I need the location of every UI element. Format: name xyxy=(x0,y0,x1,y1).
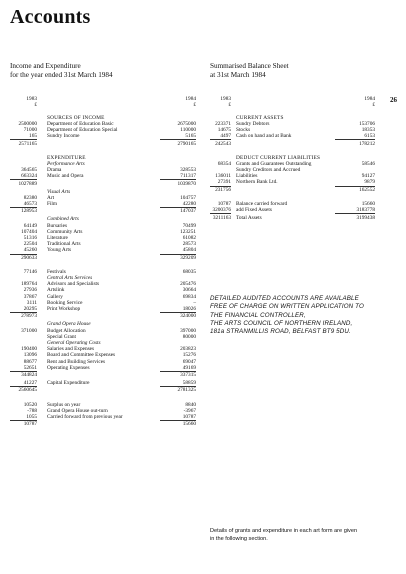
subsection-label: Combined Arts xyxy=(47,216,79,223)
prior-year-amount: 77146 xyxy=(23,268,37,275)
current-year-amount: 6153 xyxy=(364,133,375,140)
prior-year-amount: 46573 xyxy=(23,201,37,207)
total-row xyxy=(10,207,196,216)
subsection-label: Performance Arts xyxy=(47,160,85,167)
subsection-label: Central Arts Services xyxy=(47,275,93,282)
prior-year-amount: 88677 xyxy=(23,358,37,365)
current-year-amount: 329209 xyxy=(180,254,196,261)
prior-year-amount: 2500000 xyxy=(18,120,37,127)
prior-year-amount: 51316 xyxy=(23,234,37,241)
current-year-amount: 69834 xyxy=(182,293,196,300)
total-row xyxy=(10,386,196,395)
line-item-label: Sundry Creditors and Accrued xyxy=(236,167,301,174)
prev-currency-label: £ xyxy=(228,102,231,109)
current-year-amount: 61082 xyxy=(182,234,196,241)
current-year-amount: 153706 xyxy=(359,120,375,127)
current-year-amount: 69047 xyxy=(182,358,196,365)
current-year-amount: 324000 xyxy=(180,313,196,320)
prev-year-label: 1983 xyxy=(26,96,37,102)
current-year-amount: 15276 xyxy=(182,352,196,359)
line-item-label: Print Workshop xyxy=(47,306,81,312)
line-item-label: Festivals xyxy=(47,268,66,275)
prior-year-amount: 128953 xyxy=(21,208,37,215)
current-year-amount: 203823 xyxy=(180,346,196,353)
current-year-amount: 2781325 xyxy=(177,387,196,394)
line-item-label: Northern Bank Ltd. xyxy=(236,179,278,186)
total-row xyxy=(10,179,196,188)
prior-year-amount: 52651 xyxy=(23,364,37,371)
current-year-amount: 2790165 xyxy=(177,140,196,147)
line-item-label: Booking Service xyxy=(47,299,83,306)
prior-year-amount: 10520 xyxy=(23,401,37,408)
balance-heading-line-1: Summarised Balance Sheet xyxy=(210,62,289,70)
current-year-amount: 337315 xyxy=(180,372,196,379)
prior-year-amount: 278973 xyxy=(21,313,37,320)
prior-year-amount: 20295 xyxy=(23,306,37,312)
income-heading-line-2: for the year ended 31st March 1984 xyxy=(10,71,113,79)
line-item-label: Traditional Arts xyxy=(47,241,81,248)
current-year-amount: 58859 xyxy=(182,380,196,387)
notice-line: FREE OF CHARGE ON WRITTEN APPLICATION TO xyxy=(210,303,364,311)
current-year-amount: -3967 xyxy=(183,407,196,414)
prior-year-amount: 364565 xyxy=(21,167,37,174)
current-year-amount: 110000 xyxy=(180,126,196,133)
prior-year-amount: 371000 xyxy=(21,327,37,334)
subsection-label: General Operating Costs xyxy=(47,339,101,346)
total-row xyxy=(10,139,196,148)
balance-sheet-table xyxy=(210,96,375,223)
section-label: CURRENT ASSETS xyxy=(236,114,284,121)
balance-heading-line-2: at 31st March 1984 xyxy=(210,71,266,79)
current-year-amount: 3183778 xyxy=(356,207,375,214)
current-year-amount: 68035 xyxy=(182,268,196,275)
line-item-label: Gallery xyxy=(47,293,63,300)
line-item-label: Music and Opera xyxy=(47,173,84,180)
line-item-label: Literature xyxy=(47,234,68,241)
line-item-label: Department of Education Special xyxy=(47,126,118,133)
curr-currency-label: £ xyxy=(193,102,196,109)
prev-currency-label: £ xyxy=(34,102,37,109)
total-row xyxy=(10,312,196,321)
line-item-label: Stocks xyxy=(236,126,251,133)
line-item-label: Cash on hand and at Bank xyxy=(236,133,292,140)
current-year-amount: 18026 xyxy=(182,306,196,312)
income-rows xyxy=(10,115,196,430)
current-year-amount: 58546 xyxy=(361,160,375,167)
prior-year-amount: 107404 xyxy=(21,228,37,235)
total-row xyxy=(210,213,375,222)
current-year-amount: 9879 xyxy=(364,179,375,186)
prior-year-amount: 136011 xyxy=(215,173,231,180)
line-item-label: Film xyxy=(47,201,58,207)
line-item-label: Budget Allocation xyxy=(47,327,86,334)
notice-line: THE FINANCIAL CONTROLLER, xyxy=(210,311,306,319)
line-item-label: Community Arts xyxy=(47,228,83,235)
prior-year-amount: 27936 xyxy=(23,287,37,294)
prior-year-amount: 10787 xyxy=(23,421,37,428)
prior-year-amount: 4497 xyxy=(220,133,231,140)
current-year-amount: 1039870 xyxy=(177,180,196,187)
line-item-label: Sundry Income xyxy=(47,133,80,140)
prior-year-amount: 165 xyxy=(29,133,37,140)
prior-year-amount: 189764 xyxy=(21,281,37,288)
curr-year-label: 1984 xyxy=(364,96,375,102)
current-year-amount: 147037 xyxy=(180,208,196,215)
footnote xyxy=(210,527,400,543)
prior-year-amount: 290633 xyxy=(21,254,37,261)
subsection-label: Grand Opera House xyxy=(47,321,91,328)
current-year-amount: 162552 xyxy=(359,186,375,193)
line-item-label: Rent and Building Services xyxy=(47,358,106,365)
prior-year-amount: 68354 xyxy=(217,160,231,167)
prior-year-amount: 2571165 xyxy=(18,140,37,147)
line-item-label: Young Arts xyxy=(47,247,72,254)
prior-year-amount: 10787 xyxy=(217,201,231,207)
line-item-label: Board and Committee Expenses xyxy=(47,352,116,359)
current-year-amount: 2675000 xyxy=(177,120,196,127)
prior-year-amount: 190400 xyxy=(21,346,37,353)
prior-year-amount: 14675 xyxy=(217,126,231,133)
section-label: DEDUCT CURRENT LIABILITIES xyxy=(236,154,321,161)
line-item-label: Grand Opera House out-turn xyxy=(47,407,108,414)
page-number: 26 xyxy=(390,96,397,104)
line-item-label: Bursaries xyxy=(47,222,68,229)
current-year-amount: 42280 xyxy=(182,201,196,207)
footnote-line: Details of grants and expenditure in each art form are given xyxy=(210,528,358,534)
line-item-label: Artslink xyxy=(47,287,65,294)
prior-year-amount: 3111 xyxy=(26,299,37,306)
balance-rows xyxy=(210,115,375,223)
current-year-amount: 15660 xyxy=(182,421,196,428)
current-year-amount: – xyxy=(193,299,196,306)
current-year-amount: 94127 xyxy=(361,173,375,180)
current-year-amount: 123251 xyxy=(180,228,196,235)
prior-year-amount: 27391 xyxy=(217,179,231,186)
prior-year-amount: 3211163 xyxy=(212,214,231,221)
prior-year-amount: 231756 xyxy=(215,186,231,193)
current-year-amount: 45804 xyxy=(182,247,196,254)
prior-year-amount: 3200376 xyxy=(212,207,231,214)
prior-year-amount: 344824 xyxy=(21,372,37,379)
income-heading-line-1: Income and Expenditure xyxy=(10,62,81,70)
current-year-amount: 10787 xyxy=(182,414,196,420)
notice-line: DETAILED AUDITED ACCOUNTS ARE AVAILABLE xyxy=(210,295,359,302)
prior-year-amount: -788 xyxy=(27,407,37,414)
prior-year-amount: 13096 xyxy=(23,352,37,359)
page-title: Accounts xyxy=(10,6,91,28)
prior-year-amount: 22504 xyxy=(23,241,37,248)
current-year-amount: 80000 xyxy=(182,333,196,340)
line-item-label: Operating Expenses xyxy=(47,364,90,371)
line-item-label: Art xyxy=(47,194,55,201)
income-expenditure-table xyxy=(10,96,196,429)
prior-year-amount: 64149 xyxy=(23,222,37,229)
current-year-amount: 397000 xyxy=(180,327,196,334)
line-item-label: Sundry Debtors xyxy=(236,120,270,127)
notice-line: 181a STRANMILLIS ROAD, BELFAST BT9 5DU. xyxy=(210,328,351,336)
total-row xyxy=(210,186,375,195)
line-item-label: Total Assets xyxy=(236,214,262,221)
current-year-amount: 5165 xyxy=(185,133,196,140)
line-item-label: Surplus on year xyxy=(47,401,81,408)
prior-year-amount: 82380 xyxy=(23,194,37,201)
prior-year-amount: 45260 xyxy=(23,247,37,254)
line-item-label: Drama xyxy=(47,167,62,174)
prev-year-label: 1983 xyxy=(220,96,231,102)
prior-year-amount: 71000 xyxy=(23,126,37,133)
prior-year-amount: 1055 xyxy=(26,414,37,420)
curr-year-label: 1984 xyxy=(185,96,196,102)
current-year-amount: 328553 xyxy=(180,167,196,174)
line-item-label: Salaries and Expenses xyxy=(47,346,95,353)
prior-year-amount: 242543 xyxy=(215,140,231,147)
prior-year-amount: 2560645 xyxy=(18,387,37,394)
current-year-amount: 3199438 xyxy=(356,214,375,221)
line-item-label: add Fixed Assets xyxy=(236,207,272,214)
current-year-amount: 8840 xyxy=(185,401,196,408)
line-item-label: Advisors and Specialists xyxy=(47,281,100,288)
section-label: EXPENDITURE xyxy=(47,154,86,161)
line-item-label: Special Grant xyxy=(47,333,76,340)
income-heading xyxy=(10,62,113,80)
prior-year-amount: 223371 xyxy=(215,120,231,127)
total-row xyxy=(210,139,375,148)
line-item-label: Carried forward from previous year xyxy=(47,414,123,420)
total-row xyxy=(10,254,196,263)
total-row xyxy=(10,371,196,380)
line-item-label: Department of Education Basic xyxy=(47,120,114,127)
line-item-label: Capital Expenditure xyxy=(47,380,90,387)
current-year-amount: 49169 xyxy=(182,364,196,371)
line-item-label: Grants and Guarantees Outstanding xyxy=(236,160,312,167)
notice-line: THE ARTS COUNCIL OF NORTHERN IRELAND, xyxy=(210,319,353,327)
prior-year-amount: 41227 xyxy=(23,380,37,387)
section-label: SOURCES OF INCOME xyxy=(47,114,105,121)
prior-year-amount: 1027889 xyxy=(18,180,37,187)
current-year-amount: 15660 xyxy=(361,201,375,207)
current-year-amount: 70499 xyxy=(182,222,196,229)
total-row xyxy=(10,420,196,429)
prior-year-amount: 37867 xyxy=(23,293,37,300)
current-year-amount: 18353 xyxy=(361,126,375,133)
current-year-amount: 104757 xyxy=(180,194,196,201)
current-year-amount: 205476 xyxy=(180,281,196,288)
current-year-amount: 28573 xyxy=(182,241,196,248)
line-item-label: Liabilities xyxy=(236,173,258,180)
line-item-label: Balance carried forward xyxy=(236,201,288,207)
current-year-amount: 711317 xyxy=(180,173,196,180)
current-year-amount: 178212 xyxy=(359,140,375,147)
current-year-amount: 30664 xyxy=(182,287,196,294)
footnote-line: in the following section. xyxy=(210,536,268,542)
balance-heading xyxy=(210,62,289,80)
subsection-label: Visual Arts xyxy=(47,188,71,195)
curr-currency-label: £ xyxy=(372,102,375,109)
prior-year-amount: 663324 xyxy=(21,173,37,180)
audited-accounts-notice xyxy=(210,295,400,336)
